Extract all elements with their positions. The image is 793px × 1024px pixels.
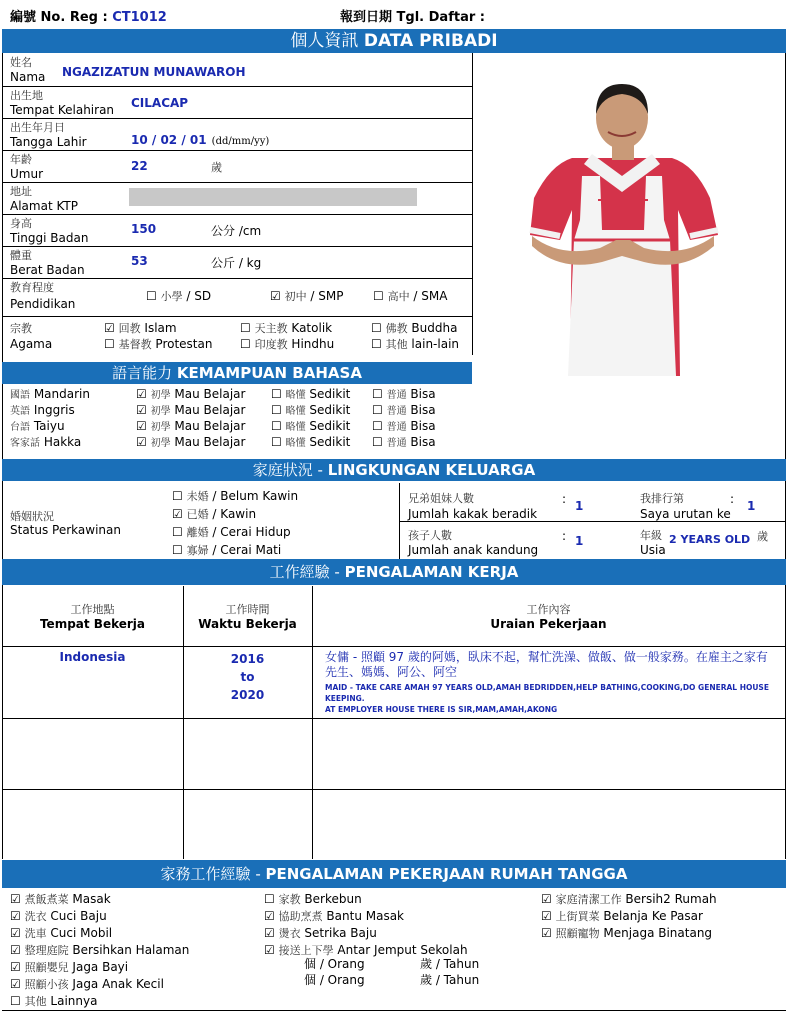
language-row-hakka: 客家話 Hakka	[10, 435, 82, 449]
housework-col-3	[541, 891, 717, 942]
work-header-desc: 工作內容 Uraian Pekerjaan	[490, 603, 607, 631]
section-family: 家庭狀況 - LINGKUNGAN KELUARGA	[2, 459, 786, 481]
work-period: 2016 to 2020	[230, 652, 265, 702]
work-description: 女傭 - 照顧 97 歲的阿媽，臥床不起，幫忙洗澡、做飯、做一般家務。在雇主之家有先生、媽媽、阿公、阿空 MAID - TAKE CARE AMAH 97 YEARS OLD,AMAH BEDRIDDEN,HELP BATHING,COOKING,DO GENERAL HOUSE KEEPING. AT EMPLOYER HOUSE THERE IS SIR,MAM,AMAH,AKONG	[325, 650, 769, 714]
housework-jaga-anak[interactable]: ☑ 照顧小孩 Jaga Anak Kecil	[10, 977, 164, 991]
religion-option-hindhu[interactable]: ☐ 印度教 Hindhu	[240, 337, 335, 351]
age-label: Umur	[10, 167, 44, 181]
weight-cn: 體重	[10, 249, 32, 262]
reg-number: 編號 No. Reg : CT1012	[10, 10, 167, 25]
work-header-time: 工作時間 Waktu Bekerja	[198, 603, 297, 631]
housework-bersih-rumah[interactable]: ☑ 家庭清潔工作 Bersih2 Rumah	[541, 892, 717, 906]
rank-label: Saya urutan ke	[640, 507, 731, 521]
child-age-label: Usia	[640, 543, 666, 557]
siblings-label: Jumlah kakak beradik	[408, 507, 538, 521]
section-personal: 個人資訊 DATA PRIBADI	[2, 29, 786, 53]
birthdate-cn: 出生年月日	[10, 121, 65, 134]
siblings-value: 1	[575, 499, 584, 513]
language-row-mandarin: 國語 Mandarin	[10, 387, 90, 401]
work-place: Indonesia	[59, 650, 126, 664]
religion-option-lain[interactable]: ☐ 其他 lain-lain	[371, 337, 460, 351]
address-cn: 地址	[10, 185, 32, 198]
marital-option-kawin[interactable]: ☑ 已婚 / Kawin	[172, 507, 257, 521]
marital-status-label: Status Perkawinan	[10, 523, 121, 537]
birthplace-cn: 出生地	[10, 89, 43, 102]
language-hakka-bisa[interactable]: ☐ 普通 Bisa	[372, 435, 436, 449]
children-label: Jumlah anak kandung	[408, 543, 539, 557]
housework-binatang[interactable]: ☑ 照顧寵物 Menjaga Binatang	[541, 926, 713, 940]
weight-value: 53	[131, 254, 148, 268]
language-inggris-belajar[interactable]: ☑ 初學 Mau Belajar	[136, 403, 246, 417]
language-hakka-belajar[interactable]: ☑ 初學 Mau Belajar	[136, 435, 246, 449]
religion-option-buddha[interactable]: ☐ 佛教 Buddha	[371, 321, 458, 335]
age-unit: 歲	[211, 161, 222, 174]
height-unit: 公分 /cm	[211, 224, 262, 238]
religion-cn: 宗教	[10, 322, 32, 335]
height-value: 150	[131, 222, 157, 236]
weight-label: Berat Badan	[10, 263, 85, 277]
language-taiyu-bisa[interactable]: ☐ 普通 Bisa	[372, 419, 436, 433]
housework-cuci-mobil[interactable]: ☑ 洗車 Cuci Mobil	[10, 926, 113, 940]
rank-value: 1	[747, 499, 756, 513]
children-cn: 孩子人數	[408, 529, 452, 542]
section-language: 語言能力 KEMAMPUAN BAHASA	[2, 362, 472, 384]
child-count: 個 / Orang	[304, 973, 365, 987]
birthplace-value: CILACAP	[131, 96, 189, 110]
housework-bantu-masak[interactable]: ☑ 協助烹煮 Bantu Masak	[264, 909, 404, 923]
housework-antar-jemput[interactable]: ☑ 接送上下學 Antar Jemput Sekolah	[264, 943, 468, 957]
name-label: Nama	[10, 70, 46, 84]
register-date: 報到日期 Tgl. Daftar :	[340, 10, 485, 25]
section-housework: 家務工作經驗 - PENGALAMAN PEKERJAAN RUMAH TANGGA	[2, 860, 786, 888]
marital-option-belum[interactable]: ☐ 未婚 / Belum Kawin	[172, 489, 299, 503]
language-inggris-bisa[interactable]: ☐ 普通 Bisa	[372, 403, 436, 417]
section-work: 工作經驗 - PENGALAMAN KERJA	[2, 559, 786, 585]
education-cn: 教育程度	[10, 281, 54, 294]
height-label: Tinggi Badan	[10, 231, 89, 245]
language-taiyu-belajar[interactable]: ☑ 初學 Mau Belajar	[136, 419, 246, 433]
housework-cuci-baju[interactable]: ☑ 洗衣 Cuci Baju	[10, 909, 107, 923]
siblings-cn: 兄弟姐妹人數	[408, 492, 474, 505]
weight-unit: 公斤 / kg	[211, 256, 262, 270]
address-label: Alamat KTP	[10, 199, 78, 213]
name-cn: 姓名	[10, 56, 32, 69]
address-redacted	[129, 188, 417, 206]
work-header-place: 工作地點 Tempat Bekerja	[39, 603, 146, 631]
housework-jaga-bayi[interactable]: ☑ 照顧嬰兒 Jaga Bayi	[10, 960, 129, 974]
children-value: 1	[575, 534, 584, 548]
height-cn: 身高	[10, 217, 32, 230]
language-row-inggris: 英語 Inggris	[10, 403, 75, 417]
age-value: 22	[131, 159, 148, 173]
language-mandarin-sedikit[interactable]: ☐ 略懂 Sedikit	[271, 387, 351, 401]
language-row-taiyu: 台語 Taiyu	[10, 419, 65, 433]
education-option-smp[interactable]: ☑ 初中 / SMP	[270, 289, 344, 303]
housework-berkebun[interactable]: ☐ 家教 Berkebun	[264, 892, 362, 906]
marital-status-cn: 婚姻狀況	[10, 510, 54, 523]
reg-value: CT1012	[112, 10, 167, 25]
child-age-unit: 歲	[757, 530, 768, 543]
child-age-cn: 年級	[640, 529, 662, 542]
birthplace-label: Tempat Kelahiran	[10, 103, 115, 117]
baby-age: 歲 / Tahun	[420, 957, 480, 971]
language-mandarin-bisa[interactable]: ☐ 普通 Bisa	[372, 387, 436, 401]
religion-label: Agama	[10, 337, 53, 351]
housework-masak[interactable]: ☑ 煮飯煮菜 Masak	[10, 892, 111, 906]
baby-count: 個 / Orang	[304, 957, 365, 971]
housework-col-2	[264, 891, 468, 959]
child-age: 歲 / Tahun	[420, 973, 480, 987]
marital-option-cerai-mati[interactable]: ☐ 寡婦 / Cerai Mati	[172, 543, 282, 557]
education-option-sd[interactable]: ☐ 小學 / SD	[146, 289, 212, 303]
child-age-value: 2 YEARS OLD	[669, 533, 751, 546]
housework-belanja[interactable]: ☑ 上街買菜 Belanja Ke Pasar	[541, 909, 703, 923]
marital-option-cerai-hidup[interactable]: ☐ 離婚 / Cerai Hidup	[172, 525, 291, 539]
worker-photo	[520, 80, 725, 376]
birthdate-value: 10 / 02 / 01 (dd/mm/yy)	[131, 133, 270, 147]
religion-option-katolik[interactable]: ☐ 天主教 Katolik	[240, 321, 333, 335]
religion-option-islam[interactable]: ☑ 回教 Islam	[104, 321, 177, 335]
education-label: Pendidikan	[10, 297, 76, 311]
housework-halaman[interactable]: ☑ 整理庭院 Bersihkan Halaman	[10, 943, 190, 957]
name-value: NGAZIZATUN MUNAWAROH	[62, 65, 246, 79]
rank-cn: 我排行第	[640, 492, 684, 505]
education-option-sma[interactable]: ☐ 高中 / SMA	[373, 289, 448, 303]
birthdate-label: Tangga Lahir	[10, 135, 87, 149]
language-hakka-sedikit[interactable]: ☐ 略懂 Sedikit	[271, 435, 351, 449]
housework-lainnya[interactable]: ☐ 其他 Lainnya	[10, 994, 98, 1008]
language-taiyu-sedikit[interactable]: ☐ 略懂 Sedikit	[271, 419, 351, 433]
religion-option-protestan[interactable]: ☐ 基督教 Protestan	[104, 337, 213, 351]
language-inggris-sedikit[interactable]: ☐ 略懂 Sedikit	[271, 403, 351, 417]
language-mandarin-belajar[interactable]: ☑ 初學 Mau Belajar	[136, 387, 246, 401]
housework-col-1	[10, 891, 189, 1010]
housework-setrika[interactable]: ☑ 燙衣 Setrika Baju	[264, 926, 377, 940]
age-cn: 年齡	[10, 153, 32, 166]
